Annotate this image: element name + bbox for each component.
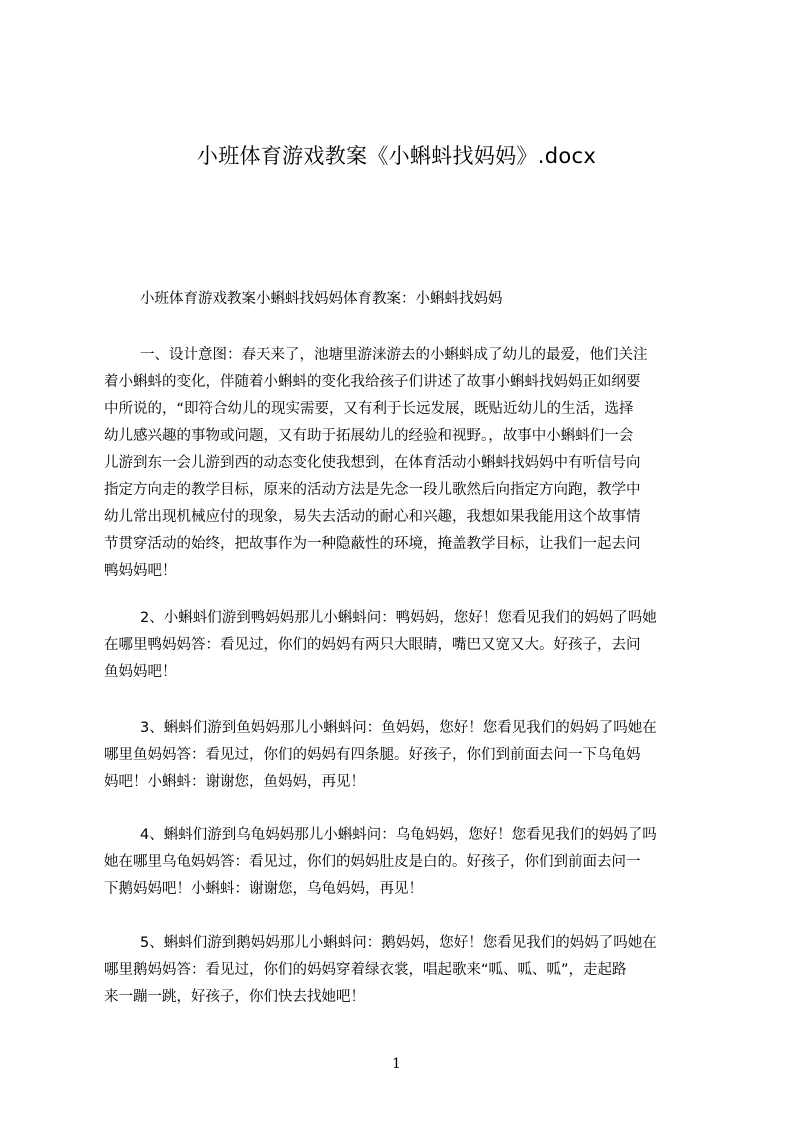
paragraph-line: 在哪里鸭妈妈答：看见过，你们的妈妈有两只大眼睛，嘴巴又宽又大。好孩子，去问: [104, 637, 641, 653]
paragraph-line: 5、蝌蚪们游到鹅妈妈那儿小蝌蚪问：鹅妈妈，您好！您看见我们的妈妈了吗她在: [140, 935, 657, 951]
paragraph-line: 来一蹦一跳，好孩子，你们快去找她吧！: [104, 989, 365, 1005]
paragraph-line: 哪里鱼妈妈答：看见过，你们的妈妈有四条腿。好孩子，你们到前面去问一下乌龟妈: [104, 747, 641, 763]
document-title: 小班体育游戏教案《小蝌蚪找妈妈》.docx: [196, 144, 597, 168]
paragraph-line: 着小蝌蚪的变化，伴随着小蝌蚪的变化我给孩子们讲述了故事小蝌蚪找妈妈正如纲要: [104, 374, 641, 390]
paragraph-line: 幼儿感兴趣的事物或问题，又有助于拓展幼儿的经验和视野。，故事中小蝌蚪们一会: [104, 428, 634, 444]
paragraph-line: 她在哪里乌龟妈妈答：看见过，你们的妈妈肚皮是白的。好孩子，你们到前面去问一: [104, 854, 641, 870]
paragraph-duck-mother: [104, 605, 699, 686]
paragraph-line: 中所说的，“即符合幼儿的现实需要，又有利于长远发展，既贴近幼儿的生活，选择: [104, 401, 634, 417]
document-subtitle: 小班体育游戏教案小蝌蚪找妈妈体育教案：小蝌蚪找妈妈: [140, 291, 503, 307]
paragraph-line: 节贯穿活动的始终，把故事作为一种隐蔽性的环境，掩盖教学目标，让我们一起去问: [104, 536, 641, 552]
paragraph-design-intent: [104, 342, 699, 585]
page-number: 1: [392, 1056, 401, 1072]
paragraph-line: 幼儿常出现机械应付的现象，易失去活动的耐心和兴趣，我想如果我能用这个故事情: [104, 509, 641, 525]
paragraph-line: 鱼妈妈吧！: [104, 664, 177, 680]
paragraph-line: 指定方向走的教学目标，原来的活动方法是先念一段儿歌然后向指定方向跑，教学中: [104, 482, 641, 498]
paragraph-line: 哪里鹅妈妈答：看见过，你们的妈妈穿着绿衣裳，唱起歌来“呱、呱、呱”，走起路: [104, 962, 627, 978]
paragraph-line: 下鹅妈妈吧！小蝌蚪：谢谢您，乌龟妈妈，再见！: [104, 881, 423, 897]
paragraph-line: 3、蝌蚪们游到鱼妈妈那儿小蝌蚪问：鱼妈妈，您好！您看见我们的妈妈了吗她在: [140, 720, 657, 736]
paragraph-line: 鸭妈妈吧！: [104, 563, 177, 579]
paragraph-line: 妈吧！小蝌蚪：谢谢您，鱼妈妈，再见！: [104, 774, 365, 790]
paragraph-goose-mother: [104, 930, 699, 1011]
paragraph-line: 儿游到东一会儿游到西的动态变化使我想到，在体育活动小蝌蚪找妈妈中有听信号向: [104, 455, 641, 471]
paragraph-line: 4、蝌蚪们游到乌龟妈妈那儿小蝌蚪问：乌龟妈妈，您好！您看见我们的妈妈了吗: [140, 827, 657, 843]
paragraph-fish-mother: [104, 715, 699, 796]
paragraph-turtle-mother: [104, 822, 699, 903]
paragraph-line: 一、设计意图：春天来了，池塘里游涞游去的小蝌蚪成了幼儿的最爱，他们关注: [140, 347, 648, 363]
paragraph-line: 2、小蝌蚪们游到鸭妈妈那儿小蝌蚪问：鸭妈妈，您好！您看见我们的妈妈了吗她: [140, 610, 657, 626]
